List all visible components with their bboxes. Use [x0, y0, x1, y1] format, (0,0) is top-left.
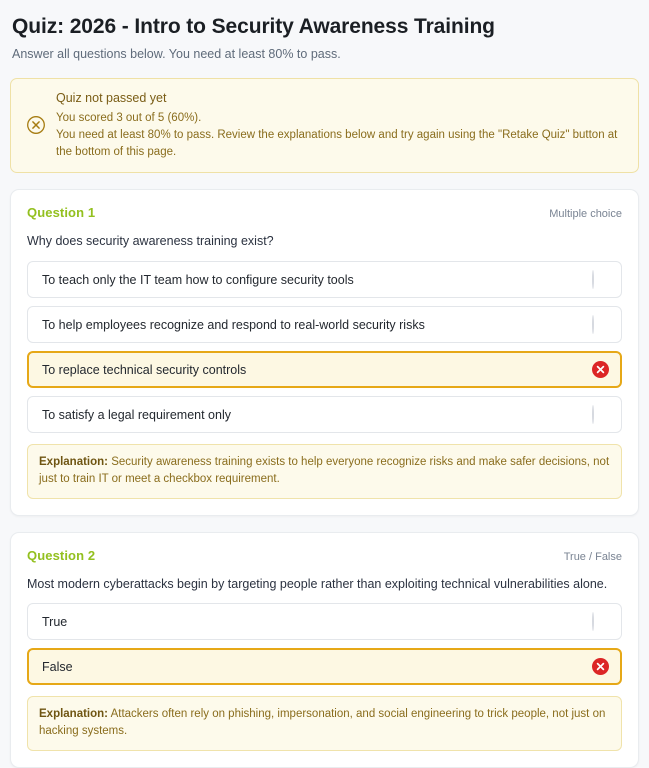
answer-option[interactable] [27, 306, 622, 343]
question-text: Why does security awareness training exist? [27, 234, 274, 249]
explanation-label: Explanation: [39, 456, 109, 469]
incorrect-x-icon [592, 658, 609, 675]
question-text: Most modern cyberattacks begin by targeting people rather than exploiting technical vulnerabilities alone. [27, 576, 608, 591]
question-number-label: Question 2 [27, 547, 96, 563]
circle-x-icon [26, 115, 46, 135]
alert-instruction-line: You need at least 80% to pass. Review the explanations below and try again using the "Retake Quiz" button at the bottom of this page. [56, 128, 618, 158]
answer-option-label: To replace technical security controls [42, 362, 247, 377]
explanation-label: Explanation: [39, 708, 109, 721]
question-type-badge: Multiple choice [549, 208, 622, 221]
alert-title: Quiz not passed yet [56, 91, 167, 106]
question-number-label: Question 1 [27, 205, 96, 221]
radio-unselected-icon[interactable] [592, 406, 609, 423]
question-header [27, 205, 622, 220]
answer-option-selected-incorrect[interactable] [27, 648, 622, 685]
question-type-badge: True / False [563, 550, 622, 563]
page-title: Quiz: 2026 - Intro to Security Awareness Training [12, 15, 495, 38]
answer-option-label: To teach only the IT team how to configure security tools [42, 272, 354, 287]
question-card [10, 189, 639, 515]
answer-option[interactable] [27, 261, 622, 298]
explanation-text: Security awareness training exists to help everyone recognize risks and make safer decisions, not just to train IT or meet a checkbox requirement. [39, 456, 610, 485]
question-header [27, 548, 622, 563]
answer-option-selected-incorrect[interactable] [27, 351, 622, 388]
explanation-text: Attackers often rely on phishing, impersonation, and social engineering to trick people, not just on hacking systems. [39, 708, 606, 738]
answer-option[interactable] [27, 396, 622, 433]
explanation-box [27, 696, 622, 750]
answer-option-label: To help employees recognize and respond to real-world security risks [42, 317, 425, 332]
alert-body [56, 90, 624, 160]
radio-unselected-icon[interactable] [592, 613, 609, 630]
alert-score-line: You scored 3 out of 5 (60%). [56, 112, 202, 125]
answer-options [27, 261, 622, 433]
radio-unselected-icon[interactable] [592, 316, 609, 333]
question-card [10, 532, 639, 768]
answer-option-label: To satisfy a legal requirement only [42, 407, 231, 422]
answer-option[interactable] [27, 603, 622, 640]
answer-option-label: False [42, 659, 73, 674]
incorrect-x-icon [592, 361, 609, 378]
explanation-box [27, 444, 622, 498]
radio-unselected-icon[interactable] [592, 271, 609, 288]
answer-option-label: True [42, 614, 68, 629]
page-subtitle: Answer all questions below. You need at least 80% to pass. [12, 47, 341, 62]
questions-container [10, 189, 639, 767]
quiz-result-alert [10, 78, 639, 173]
answer-options [27, 603, 622, 685]
